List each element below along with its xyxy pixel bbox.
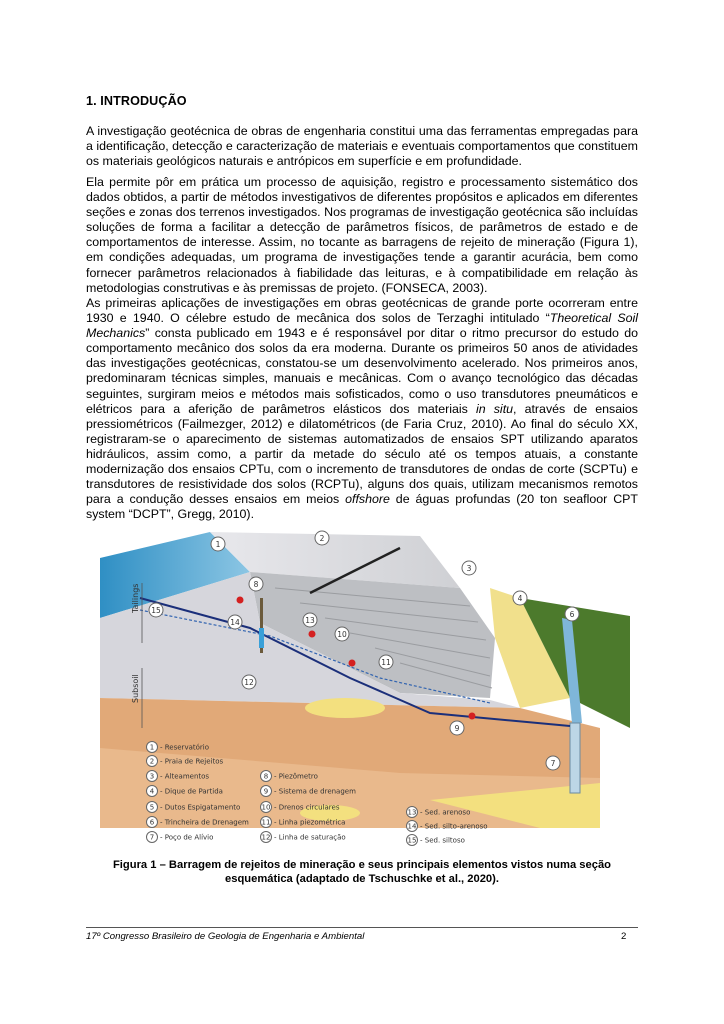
callout-15-label: 15: [151, 606, 161, 615]
callout-14-label: 14: [230, 618, 240, 627]
paragraph-3-part-a: As primeiras aplicações de investigações em obras geotécnicas de grande porte ocorreram entre 1930 e 1940. O célebre estudo de mecânica dos solos de Terzaghi intitulado “: [86, 296, 638, 326]
legend-text-2: - Praia de Rejeitos: [160, 757, 224, 766]
legend-num-9: 9: [263, 787, 269, 796]
caption-line-2: esquemática (adaptado de Tschuschke et al., 2020).: [225, 873, 499, 885]
callout-11-label: 11: [381, 658, 391, 667]
footer-conference: 17º Congresso Brasileiro de Geologia de Engenharia e Ambiental: [86, 931, 365, 942]
legend-num-13: 13: [407, 808, 417, 817]
paragraph-3-part-g: de águas profundas (20 ton seafloor CPT system “DCPT”, Gregg, 2010).: [86, 492, 638, 522]
callout-3: [462, 561, 476, 575]
page-number: 2: [621, 931, 627, 942]
legend-num-2: 2: [149, 757, 155, 766]
legend-num-3: 3: [149, 772, 155, 781]
subsoil-label: Subsoil: [131, 674, 140, 703]
legend-num-10: 10: [261, 803, 271, 812]
legend-text-12: - Linha de saturação: [274, 833, 346, 842]
legend-text-6: - Trincheira de Drenagem: [160, 818, 249, 827]
callout-6-label: 6: [569, 610, 575, 619]
callout-13: [303, 613, 317, 627]
paragraph-1: A investigação geotécnica de obras de engenharia constitui uma das ferramentas empregadas para a identificação, detecção e caracterização de materiais e eventuais comportamentos que constituem os materiais geológicos naturais e antrópicos em superfície e em profundidade.: [86, 124, 638, 169]
callout-8: [249, 577, 263, 591]
callout-15: [149, 603, 163, 617]
callout-2-label: 2: [319, 534, 325, 543]
figure-caption: [86, 858, 638, 886]
callout-9: [450, 721, 464, 735]
legend-text-1: - Reservatório: [160, 743, 210, 752]
callout-11: [379, 655, 393, 669]
legend-num-15: 15: [407, 836, 417, 845]
legend-num-14: 14: [407, 822, 417, 831]
legend-num-6: 6: [149, 818, 155, 827]
legend-num-1: 1: [149, 743, 155, 752]
tailings-label: Tailings: [131, 583, 140, 613]
callout-4: [513, 591, 527, 605]
paragraph-3-part-c: ” consta publicado em 1943 e é responsável por ditar o ritmo precursor do estudo do comportamento mecânico dos solos da era moderna. Durante os primeiros 50 anos de atividades das investigações geotécnicas, constatou-se um desenvolvimento acelerado. Nos primeiros anos, predominaram técnicas simples, manuais e mecânicas. Com o avanço tecnológico das décadas seguintes, surgiram meios e métodos mais sofisticados, como o uso transdutores pneumáticos e elétricos para a aferição de parâmetros elásticos dos materiais: [86, 326, 638, 416]
section-heading: 1. INTRODUÇÃO: [86, 94, 187, 108]
paragraph-2: Ela permite pôr em prática um processo de aquisição, registro e processamento sistemático dos dados obtidos, a partir de métodos investigativos de diferentes propósitos e aplicados em diferentes seções e zonas dos terrenos investigados. Nos programas de investigação geotécnica são incluídas soluções de forma a facilitar a detecção de parâmetros físicos, de parâmetros de estado e de comportamentos de interesse. Assim, no tocante as barragens de rejeito de mineração (Figura 1), em condições adequadas, um programa de investigações tende a garantir acurácia, bem como fornecer parâmetros relacionados à fiabilidade das leituras, e à compatibilidade em relação às metodologias construtivas e às premissas de projeto. (FONSECA, 2003).: [86, 175, 638, 295]
piezometer-tip: [259, 628, 264, 648]
legend-num-4: 4: [149, 787, 155, 796]
legend-num-11: 11: [261, 818, 271, 827]
callout-12: [242, 675, 256, 689]
callout-1: [211, 537, 225, 551]
callout-13-label: 13: [305, 616, 315, 625]
callout-12-label: 12: [244, 678, 254, 687]
legend-text-8: - Piezômetro: [274, 772, 318, 781]
term-in-situ: in situ: [475, 401, 514, 416]
legend-text-14: - Sed. silto-arenoso: [420, 822, 488, 831]
paragraph-3: [86, 296, 638, 522]
callout-7: [546, 756, 560, 770]
caption-line-1: Figura 1 – Barragem de rejeitos de mineração e seus principais elementos vistos numa seção: [112, 859, 612, 871]
legend-num-12: 12: [261, 833, 271, 842]
callout-7-label: 7: [550, 759, 556, 768]
legend-num-7: 7: [149, 833, 155, 842]
legend-text-3: - Alteamentos: [160, 772, 210, 781]
legend-text-10: - Drenos circulares: [274, 803, 340, 812]
callout-9-label: 9: [454, 724, 460, 733]
callout-8-label: 8: [253, 580, 259, 589]
callout-2: [315, 531, 329, 545]
callout-10: [335, 627, 349, 641]
term-offshore: offshore: [345, 492, 390, 507]
paragraph-3-part-e: , através de ensaios pressiométricos (Failmezger, 2012) e dilatométricos (de Faria Cruz, 2010). Ao final do século XX, registraram-se o aparecimento de sistemas automatizados de ensaios SPT utilizando aparatos hidráulicos, assim como, a partir da metade do século até os tempos atuais, a constante modernização dos ensaios CPTu, com o incremento de transdutores de ondas de corte (SCPTu) e transdutores de resistividade dos solos (RCPTu), alguns dos quais, utilizam mecanismos remotos para a condução desses ensaios em meios: [86, 401, 638, 507]
footer-divider: [86, 927, 638, 928]
callout-1-label: 1: [215, 540, 221, 549]
legend-text-15: - Sed. siltoso: [420, 836, 465, 845]
legend-text-11: - Linha piezométrica: [274, 818, 346, 827]
legend-num-5: 5: [149, 803, 155, 812]
legend-text-5: - Dutos Espigatamento: [160, 803, 241, 812]
legend-text-13: - Sed. arenoso: [420, 808, 471, 817]
relief-well: [570, 723, 580, 793]
callout-14: [228, 615, 242, 629]
legend-text-7: - Poço de Alívio: [160, 833, 214, 842]
callout-3-label: 3: [466, 564, 472, 573]
callout-10-label: 10: [337, 630, 347, 639]
legend-text-4: - Dique de Partida: [160, 787, 223, 796]
sand-lens: [305, 698, 385, 718]
callout-4-label: 4: [517, 594, 523, 603]
tailings-dam-figure: [100, 528, 630, 848]
callout-6: [565, 607, 579, 621]
legend-text-9: - Sistema de drenagem: [274, 787, 356, 796]
legend-num-8: 8: [263, 772, 269, 781]
book-title: Theoretical Soil Mechanics: [86, 311, 638, 341]
